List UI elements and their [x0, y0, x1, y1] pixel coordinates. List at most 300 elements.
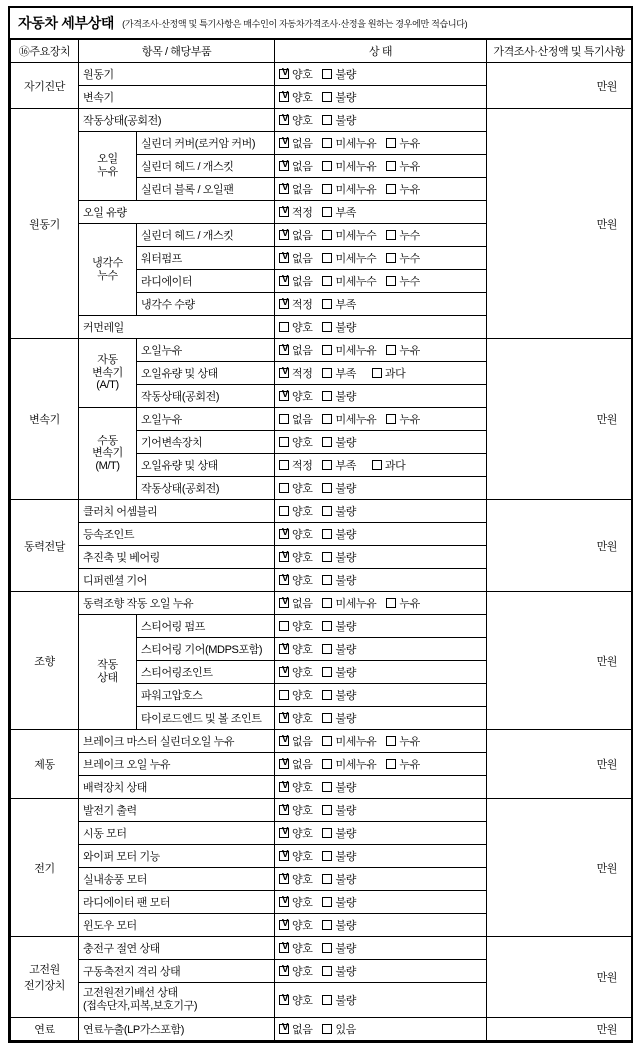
- checkbox-label: 없음: [292, 276, 313, 288]
- checkbox-label: 적정: [292, 460, 313, 472]
- price-note-cell[interactable]: [487, 799, 632, 937]
- checkbox-option[interactable]: [322, 457, 355, 473]
- checkbox-box[interactable]: [322, 1024, 332, 1034]
- checkbox-box[interactable]: [322, 437, 332, 447]
- checkbox-label: 불량: [335, 391, 356, 403]
- checkbox-box[interactable]: [279, 138, 289, 148]
- checkbox-box[interactable]: [279, 460, 289, 470]
- checkbox-box[interactable]: [372, 368, 382, 378]
- checkbox-option[interactable]: [322, 825, 355, 841]
- checkbox-label: 불량: [335, 690, 356, 702]
- checkbox-box[interactable]: [279, 995, 289, 1005]
- item-cell: 스티어링조인트: [137, 661, 275, 684]
- checkbox-box[interactable]: [372, 460, 382, 470]
- checkbox-box[interactable]: [322, 782, 332, 792]
- state-cell: [275, 477, 487, 500]
- price-note-cell[interactable]: [487, 592, 632, 730]
- price-note-cell[interactable]: [487, 500, 632, 592]
- checkbox-box[interactable]: [322, 230, 332, 240]
- item-cell: 구동축전지 격리 상태: [79, 960, 275, 983]
- checkbox-option[interactable]: [279, 871, 312, 887]
- checkbox-box[interactable]: [279, 575, 289, 585]
- checkbox-option[interactable]: [279, 457, 312, 473]
- checkbox-box[interactable]: [279, 667, 289, 677]
- checkbox-option[interactable]: [279, 733, 312, 749]
- checkbox-box[interactable]: [279, 253, 289, 263]
- checkbox-option[interactable]: [322, 411, 376, 427]
- checkbox-box[interactable]: [386, 230, 396, 240]
- won-unit-label: 만원: [596, 414, 618, 426]
- checkbox-box[interactable]: [386, 138, 396, 148]
- header-item: 항목 / 해당부품: [79, 40, 275, 63]
- checkbox-box[interactable]: [322, 391, 332, 401]
- checkbox-box[interactable]: [279, 920, 289, 930]
- state-cell: [275, 362, 487, 385]
- checkbox-label: 없음: [292, 736, 313, 748]
- state-cell: [275, 86, 487, 109]
- checkbox-label: 미세누유: [335, 184, 377, 196]
- checkbox-option[interactable]: [322, 549, 355, 565]
- state-cell: [275, 109, 487, 132]
- checkbox-label: 불량: [335, 966, 356, 978]
- checkbox-option[interactable]: [386, 342, 419, 358]
- checkbox-box[interactable]: [322, 529, 332, 539]
- checkbox-box[interactable]: [322, 322, 332, 332]
- checkbox-option[interactable]: [322, 503, 355, 519]
- checkbox-label: 미세누유: [335, 414, 377, 426]
- checkbox-option[interactable]: [386, 135, 419, 151]
- checkbox-box[interactable]: [322, 506, 332, 516]
- checkbox-option[interactable]: [279, 1021, 312, 1037]
- checkbox-option[interactable]: [322, 250, 376, 266]
- checkbox-box[interactable]: [279, 69, 289, 79]
- checkbox-box[interactable]: [279, 345, 289, 355]
- checkbox-option[interactable]: [322, 342, 376, 358]
- state-cell: [275, 408, 487, 431]
- sub-group-cell: 오일 누유: [79, 132, 137, 201]
- price-note-cell[interactable]: [487, 937, 632, 1018]
- checkbox-option[interactable]: [322, 158, 376, 174]
- checkbox-label: 양호: [292, 851, 313, 863]
- checkbox-option[interactable]: [322, 181, 376, 197]
- checkbox-box[interactable]: [322, 943, 332, 953]
- checkbox-box[interactable]: [386, 184, 396, 194]
- checkbox-option[interactable]: [279, 848, 312, 864]
- checkbox-option[interactable]: [386, 733, 419, 749]
- table-row: [11, 63, 632, 86]
- checkbox-option[interactable]: [279, 664, 312, 680]
- price-note-cell[interactable]: [487, 63, 632, 109]
- checkbox-option[interactable]: [372, 457, 405, 473]
- item-cell: 작동상태(공회전): [79, 109, 275, 132]
- checkbox-box[interactable]: [279, 598, 289, 608]
- checkbox-box[interactable]: [322, 851, 332, 861]
- checkbox-box[interactable]: [322, 713, 332, 723]
- checkbox-option[interactable]: [322, 687, 355, 703]
- checkbox-option[interactable]: [322, 66, 355, 82]
- checkbox-option[interactable]: [322, 1021, 355, 1037]
- checkbox-box[interactable]: [279, 299, 289, 309]
- item-cell: 파워고압호스: [137, 684, 275, 707]
- checkbox-option[interactable]: [322, 894, 355, 910]
- checkbox-box[interactable]: [279, 414, 289, 424]
- checkbox-box[interactable]: [279, 437, 289, 447]
- checkbox-label: 없음: [292, 414, 313, 426]
- item-cell: 작동상태(공회전): [137, 477, 275, 500]
- checkbox-option[interactable]: [322, 595, 376, 611]
- checkbox-label: 불량: [335, 115, 356, 127]
- checkbox-box[interactable]: [322, 253, 332, 263]
- checkbox-box[interactable]: [322, 276, 332, 286]
- checkbox-label: 양호: [292, 552, 313, 564]
- checkbox-box[interactable]: [279, 782, 289, 792]
- checkbox-box[interactable]: [279, 552, 289, 562]
- item-cell: 배력장치 상태: [79, 776, 275, 799]
- checkbox-option[interactable]: [279, 434, 312, 450]
- checkbox-option[interactable]: [322, 480, 355, 496]
- checkbox-option[interactable]: [322, 848, 355, 864]
- checkbox-option[interactable]: [279, 526, 312, 542]
- state-cell: [275, 454, 487, 477]
- checkbox-option[interactable]: [386, 595, 419, 611]
- checkbox-option[interactable]: [279, 411, 312, 427]
- checkbox-option[interactable]: [279, 687, 312, 703]
- checkbox-option[interactable]: [279, 992, 312, 1008]
- checkbox-option[interactable]: [279, 388, 312, 404]
- checkbox-label: 불량: [335, 943, 356, 955]
- checkbox-option[interactable]: [322, 434, 355, 450]
- checkbox-label: 적정: [292, 207, 313, 219]
- checkbox-box[interactable]: [279, 506, 289, 516]
- checkbox-option[interactable]: [322, 572, 355, 588]
- checkbox-label: 불량: [335, 92, 356, 104]
- checkbox-box[interactable]: [322, 460, 332, 470]
- checkbox-box[interactable]: [279, 230, 289, 240]
- checkbox-option[interactable]: [279, 756, 312, 772]
- checkbox-box[interactable]: [279, 483, 289, 493]
- checkbox-label: 미세누유: [335, 759, 377, 771]
- item-cell: 스티어링 펌프: [137, 615, 275, 638]
- checkbox-box[interactable]: [279, 115, 289, 125]
- state-cell: [275, 201, 487, 224]
- checkbox-box[interactable]: [279, 161, 289, 171]
- checkbox-label: 불량: [335, 69, 356, 81]
- checkbox-box[interactable]: [279, 805, 289, 815]
- checkbox-box[interactable]: [322, 690, 332, 700]
- checkbox-box[interactable]: [279, 943, 289, 953]
- checkbox-option[interactable]: [322, 641, 355, 657]
- state-cell: [275, 592, 487, 615]
- checkbox-label: 미세누유: [335, 138, 377, 150]
- checkbox-label: 과다: [384, 460, 406, 472]
- checkbox-box[interactable]: [322, 805, 332, 815]
- checkbox-option[interactable]: [279, 480, 312, 496]
- checkbox-box[interactable]: [322, 621, 332, 631]
- state-cell: [275, 63, 487, 86]
- state-cell: [275, 224, 487, 247]
- state-cell: [275, 707, 487, 730]
- checkbox-box[interactable]: [386, 253, 396, 263]
- checkbox-box[interactable]: [322, 667, 332, 677]
- checkbox-label: 양호: [292, 437, 313, 449]
- checkbox-box[interactable]: [279, 368, 289, 378]
- checkbox-box[interactable]: [386, 345, 396, 355]
- state-cell: [275, 546, 487, 569]
- checkbox-option[interactable]: [279, 595, 312, 611]
- checkbox-box[interactable]: [322, 483, 332, 493]
- checkbox-box[interactable]: [322, 345, 332, 355]
- checkbox-box[interactable]: [279, 92, 289, 102]
- checkbox-box[interactable]: [279, 207, 289, 217]
- checkbox-box[interactable]: [322, 92, 332, 102]
- checkbox-option[interactable]: [279, 66, 312, 82]
- checkbox-option[interactable]: [322, 204, 355, 220]
- checkbox-option[interactable]: [279, 227, 312, 243]
- checkbox-box[interactable]: [279, 966, 289, 976]
- checkbox-option[interactable]: [322, 365, 355, 381]
- checkbox-option[interactable]: [279, 204, 312, 220]
- checkbox-box[interactable]: [322, 759, 332, 769]
- checkbox-option[interactable]: [279, 618, 312, 634]
- checkbox-label: 양호: [292, 943, 313, 955]
- state-cell: [275, 155, 487, 178]
- checkbox-option[interactable]: [322, 296, 355, 312]
- checkbox-box[interactable]: [322, 368, 332, 378]
- checkbox-box[interactable]: [279, 322, 289, 332]
- checkbox-box[interactable]: [322, 598, 332, 608]
- checkbox-box[interactable]: [322, 115, 332, 125]
- checkbox-box[interactable]: [279, 851, 289, 861]
- checkbox-option[interactable]: [279, 641, 312, 657]
- checkbox-option[interactable]: [279, 825, 312, 841]
- checkbox-box[interactable]: [322, 897, 332, 907]
- checkbox-box[interactable]: [322, 414, 332, 424]
- checkbox-label: 양호: [292, 782, 313, 794]
- checkbox-label: 불량: [335, 828, 356, 840]
- checkbox-option[interactable]: [279, 802, 312, 818]
- checkbox-box[interactable]: [322, 874, 332, 884]
- checkbox-label: 양호: [292, 920, 313, 932]
- checkbox-option[interactable]: [322, 917, 355, 933]
- item-cell: 오일 유량: [79, 201, 275, 224]
- major-device-cell: 동력전달: [11, 500, 79, 592]
- checkbox-box[interactable]: [279, 874, 289, 884]
- checkbox-box[interactable]: [279, 621, 289, 631]
- checkbox-option[interactable]: [386, 756, 419, 772]
- checkbox-option[interactable]: [279, 779, 312, 795]
- checkbox-box[interactable]: [279, 276, 289, 286]
- checkbox-box[interactable]: [322, 552, 332, 562]
- checkbox-option[interactable]: [279, 250, 312, 266]
- checkbox-box[interactable]: [386, 161, 396, 171]
- checkbox-label: 미세누유: [335, 161, 377, 173]
- header-state: 상 태: [275, 40, 487, 63]
- checkbox-option[interactable]: [372, 365, 405, 381]
- price-note-cell[interactable]: [487, 1018, 632, 1041]
- checkbox-box[interactable]: [279, 690, 289, 700]
- checkbox-label: 불량: [335, 995, 356, 1007]
- item-cell: 원동기: [79, 63, 275, 86]
- checkbox-option[interactable]: [322, 89, 355, 105]
- checkbox-option[interactable]: [322, 526, 355, 542]
- checkbox-option[interactable]: [386, 411, 419, 427]
- checkbox-box[interactable]: [322, 995, 332, 1005]
- checkbox-option[interactable]: [279, 894, 312, 910]
- state-cell: [275, 569, 487, 592]
- checkbox-option[interactable]: [279, 572, 312, 588]
- checkbox-label: 양호: [292, 897, 313, 909]
- item-cell: 작동상태(공회전): [137, 385, 275, 408]
- checkbox-option[interactable]: [279, 940, 312, 956]
- checkbox-box[interactable]: [279, 897, 289, 907]
- checkbox-option[interactable]: [322, 992, 355, 1008]
- checkbox-option[interactable]: [322, 618, 355, 634]
- checkbox-option[interactable]: [279, 963, 312, 979]
- checkbox-box[interactable]: [279, 529, 289, 539]
- checkbox-option[interactable]: [322, 733, 376, 749]
- major-device-cell: 고전원 전기장치: [11, 937, 79, 1018]
- checkbox-option[interactable]: [279, 710, 312, 726]
- checkbox-box[interactable]: [279, 644, 289, 654]
- checkbox-label: 양호: [292, 506, 313, 518]
- checkbox-label: 없음: [292, 138, 313, 150]
- checkbox-box[interactable]: [386, 759, 396, 769]
- checkbox-label: 불량: [335, 851, 356, 863]
- checkbox-label: 양호: [292, 966, 313, 978]
- state-cell: [275, 845, 487, 868]
- checkbox-option[interactable]: [279, 503, 312, 519]
- checkbox-option[interactable]: [279, 273, 312, 289]
- checkbox-option[interactable]: [279, 549, 312, 565]
- checkbox-option[interactable]: [279, 135, 312, 151]
- checkbox-option[interactable]: [279, 158, 312, 174]
- price-note-cell[interactable]: [487, 109, 632, 339]
- checkbox-box[interactable]: [322, 828, 332, 838]
- checkbox-option[interactable]: [386, 250, 419, 266]
- checkbox-option[interactable]: [279, 917, 312, 933]
- major-device-cell: 연료: [11, 1018, 79, 1041]
- checkbox-box[interactable]: [322, 966, 332, 976]
- checkbox-label: 불량: [335, 575, 356, 587]
- item-cell: 윈도우 모터: [79, 914, 275, 937]
- checkbox-box[interactable]: [322, 184, 332, 194]
- checkbox-label: 부족: [335, 460, 356, 472]
- page-title-note: (가격조사·산정액 및 특기사항은 매수인이 자동차가격조사·산정을 원하는 경우에만 적습니다): [122, 18, 468, 29]
- won-unit-label: 만원: [596, 218, 618, 231]
- item-cell: 타이로드엔드 및 볼 조인트: [137, 707, 275, 730]
- checkbox-box[interactable]: [322, 138, 332, 148]
- checkbox-option[interactable]: [386, 158, 419, 174]
- checkbox-box[interactable]: [386, 276, 396, 286]
- checkbox-box[interactable]: [279, 1024, 289, 1034]
- state-cell: [275, 523, 487, 546]
- item-cell: 등속조인트: [79, 523, 275, 546]
- checkbox-box[interactable]: [279, 736, 289, 746]
- checkbox-box[interactable]: [386, 736, 396, 746]
- checkbox-box[interactable]: [322, 161, 332, 171]
- checkbox-option[interactable]: [322, 319, 355, 335]
- checkbox-option[interactable]: [322, 273, 376, 289]
- checkbox-box[interactable]: [322, 575, 332, 585]
- item-cell: 오일유량 및 상태: [137, 362, 275, 385]
- price-note-cell[interactable]: [487, 339, 632, 500]
- checkbox-label: 불량: [335, 621, 356, 633]
- checkbox-box[interactable]: [279, 391, 289, 401]
- checkbox-option[interactable]: [279, 342, 312, 358]
- checkbox-option[interactable]: [322, 802, 355, 818]
- checkbox-box[interactable]: [279, 828, 289, 838]
- checkbox-label: 양호: [292, 69, 313, 81]
- checkbox-option[interactable]: [322, 664, 355, 680]
- checkbox-option[interactable]: [386, 227, 419, 243]
- major-device-cell: 변속기: [11, 339, 79, 500]
- checkbox-label: 누유: [399, 161, 420, 173]
- checkbox-option[interactable]: [279, 181, 312, 197]
- checkbox-option[interactable]: [322, 710, 355, 726]
- checkbox-label: 누수: [399, 253, 420, 265]
- state-cell: [275, 891, 487, 914]
- checkbox-box[interactable]: [322, 69, 332, 79]
- won-unit-label: 만원: [596, 1024, 618, 1036]
- checkbox-box[interactable]: [279, 184, 289, 194]
- checkbox-option[interactable]: [279, 112, 312, 128]
- item-cell: 실린더 커버(로커암 커버): [137, 132, 275, 155]
- checkbox-box[interactable]: [279, 713, 289, 723]
- checkbox-box[interactable]: [322, 736, 332, 746]
- checkbox-option[interactable]: [322, 871, 355, 887]
- item-cell: 추진축 및 베어링: [79, 546, 275, 569]
- checkbox-label: 불량: [335, 437, 356, 449]
- checkbox-option[interactable]: [279, 319, 312, 335]
- checkbox-option[interactable]: [322, 135, 376, 151]
- checkbox-option[interactable]: [322, 756, 376, 772]
- state-cell: [275, 776, 487, 799]
- checkbox-box[interactable]: [322, 299, 332, 309]
- checkbox-option[interactable]: [322, 112, 355, 128]
- checkbox-option[interactable]: [322, 940, 355, 956]
- state-cell: [275, 914, 487, 937]
- checkbox-box[interactable]: [322, 207, 332, 217]
- checkbox-box[interactable]: [386, 414, 396, 424]
- checkbox-box[interactable]: [322, 644, 332, 654]
- checkbox-option[interactable]: [322, 227, 376, 243]
- checkbox-option[interactable]: [386, 273, 419, 289]
- checkbox-box[interactable]: [279, 759, 289, 769]
- checkbox-label: 불량: [335, 874, 356, 886]
- checkbox-box[interactable]: [322, 920, 332, 930]
- checkbox-label: 양호: [292, 690, 313, 702]
- price-note-cell[interactable]: [487, 730, 632, 799]
- checkbox-label: 불량: [335, 483, 356, 495]
- item-cell: 오일누유: [137, 408, 275, 431]
- table-row: [11, 339, 632, 362]
- checkbox-option[interactable]: [322, 388, 355, 404]
- checkbox-label: 없음: [292, 1024, 313, 1036]
- checkbox-option[interactable]: [386, 181, 419, 197]
- checkbox-option[interactable]: [279, 365, 312, 381]
- checkbox-option[interactable]: [322, 963, 355, 979]
- checkbox-option[interactable]: [279, 89, 312, 105]
- state-cell: [275, 983, 487, 1018]
- checkbox-box[interactable]: [386, 598, 396, 608]
- checkbox-label: 불량: [335, 897, 356, 909]
- checkbox-option[interactable]: [322, 779, 355, 795]
- table-row: [11, 937, 632, 960]
- state-cell: [275, 293, 487, 316]
- checkbox-option[interactable]: [279, 296, 312, 312]
- state-cell: [275, 132, 487, 155]
- checkbox-label: 누유: [399, 345, 420, 357]
